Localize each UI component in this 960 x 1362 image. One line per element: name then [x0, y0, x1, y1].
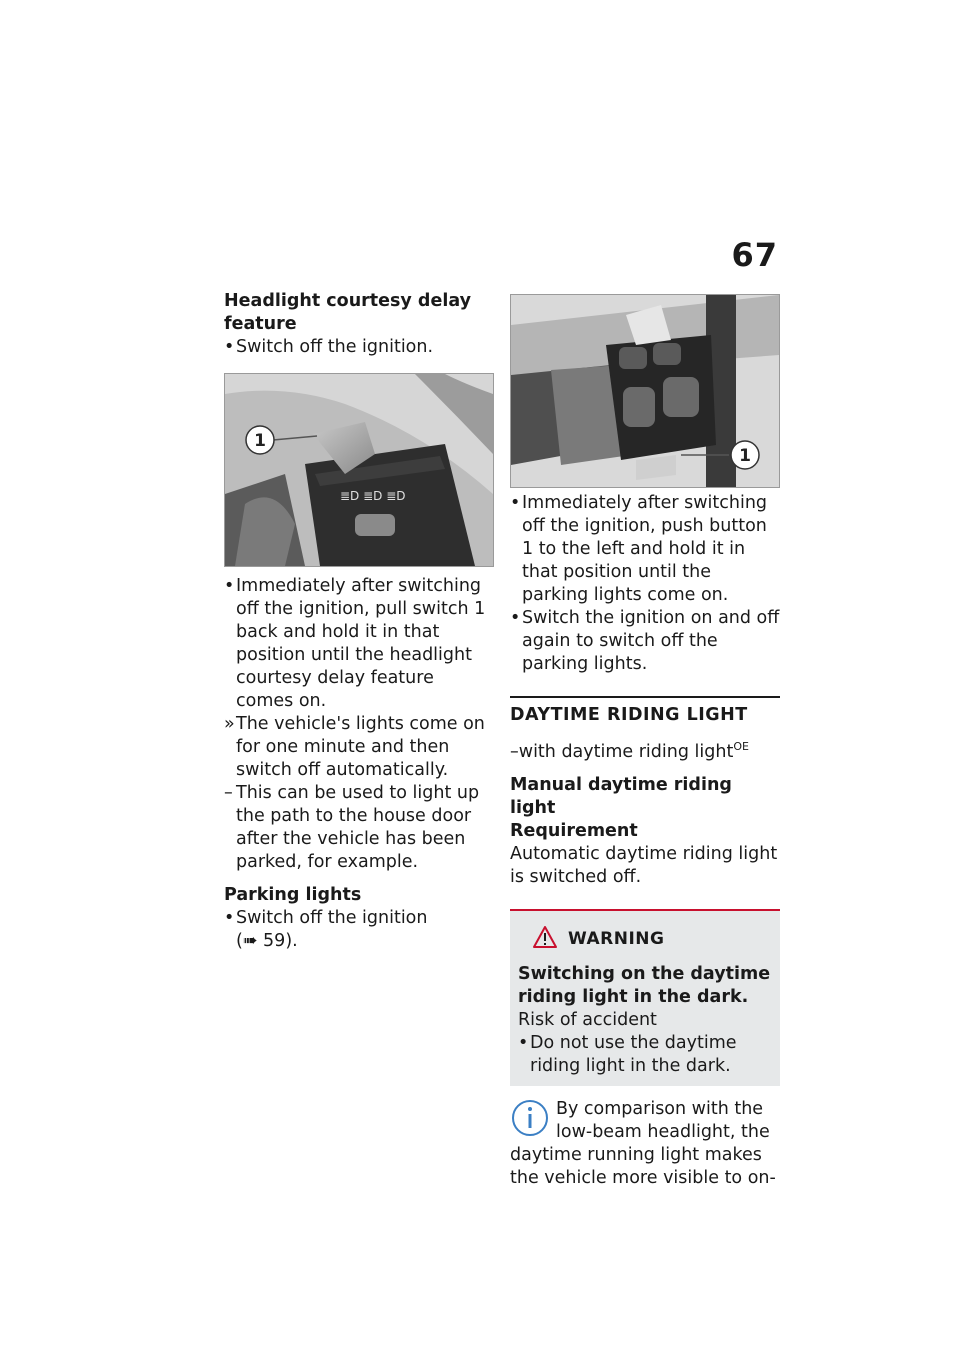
step-switch-off: • Switch off the ignition.: [224, 337, 434, 357]
step-pull-switch: • Immediately after switching off the ignition, pull switch 1 back and hold it in that position until the headlight courtesy delay feature comes on.: [224, 576, 486, 711]
right-column: [510, 294, 780, 1190]
warning-risk: Risk of accident: [518, 1009, 657, 1030]
dash-item: – This can be used to light up the path to the house door after the vehicle has been parked, for example.: [224, 783, 480, 872]
result-item: » The vehicle's lights come on for one minute and then switch off automatically.: [224, 714, 485, 780]
warning-box: [510, 909, 780, 1086]
heading-manual-drl: Manual daytime riding light: [510, 774, 732, 818]
requirement-text: Automatic daytime riding light is switched off.: [510, 843, 778, 887]
figure-handlebar-controls: [510, 294, 780, 488]
left-column: [224, 290, 494, 953]
step-switch-off-ignition: • Switch off the ignition (➠ 59).: [224, 908, 428, 951]
with-line: –with daytime riding light$^{OE}$: [510, 740, 749, 762]
warning-bullet: • Do not use the daytime riding light in the dark.: [518, 1032, 737, 1076]
page-number: 67: [731, 236, 778, 274]
warning-subtitle: Switching on the daytime riding light in the dark.: [518, 963, 771, 1007]
section-title: DAYTIME RIDING LIGHT: [510, 696, 780, 727]
heading-requirement: Requirement: [510, 820, 638, 841]
info-note: By comparison with the low-beam headlight, the daytime running light makes the vehicle more visible to on-: [510, 1098, 776, 1188]
heading-parking-lights: Parking lights: [224, 885, 362, 905]
svg-text:≣D ≣D ≣D: ≣D ≣D ≣D: [340, 489, 406, 503]
step-push-button: • Immediately after switching off the ignition, push button 1 to the left and hold it in that position until the parking lights come on.: [510, 493, 768, 605]
figure-handlebar-switch: [224, 373, 494, 567]
warning-title: WARNING: [568, 928, 665, 949]
heading-courtesy-delay: Headlight courtesy delay feature: [224, 291, 471, 334]
figure2-label: 1: [739, 446, 751, 466]
figure1-label: 1: [254, 431, 266, 451]
warning-triangle-icon: [532, 925, 558, 953]
step-switch-on-off: • Switch the ignition on and off again to switch off the parking lights.: [510, 608, 780, 674]
info-icon: [510, 1098, 552, 1140]
page-reference[interactable]: (➠ 59).: [236, 931, 298, 951]
